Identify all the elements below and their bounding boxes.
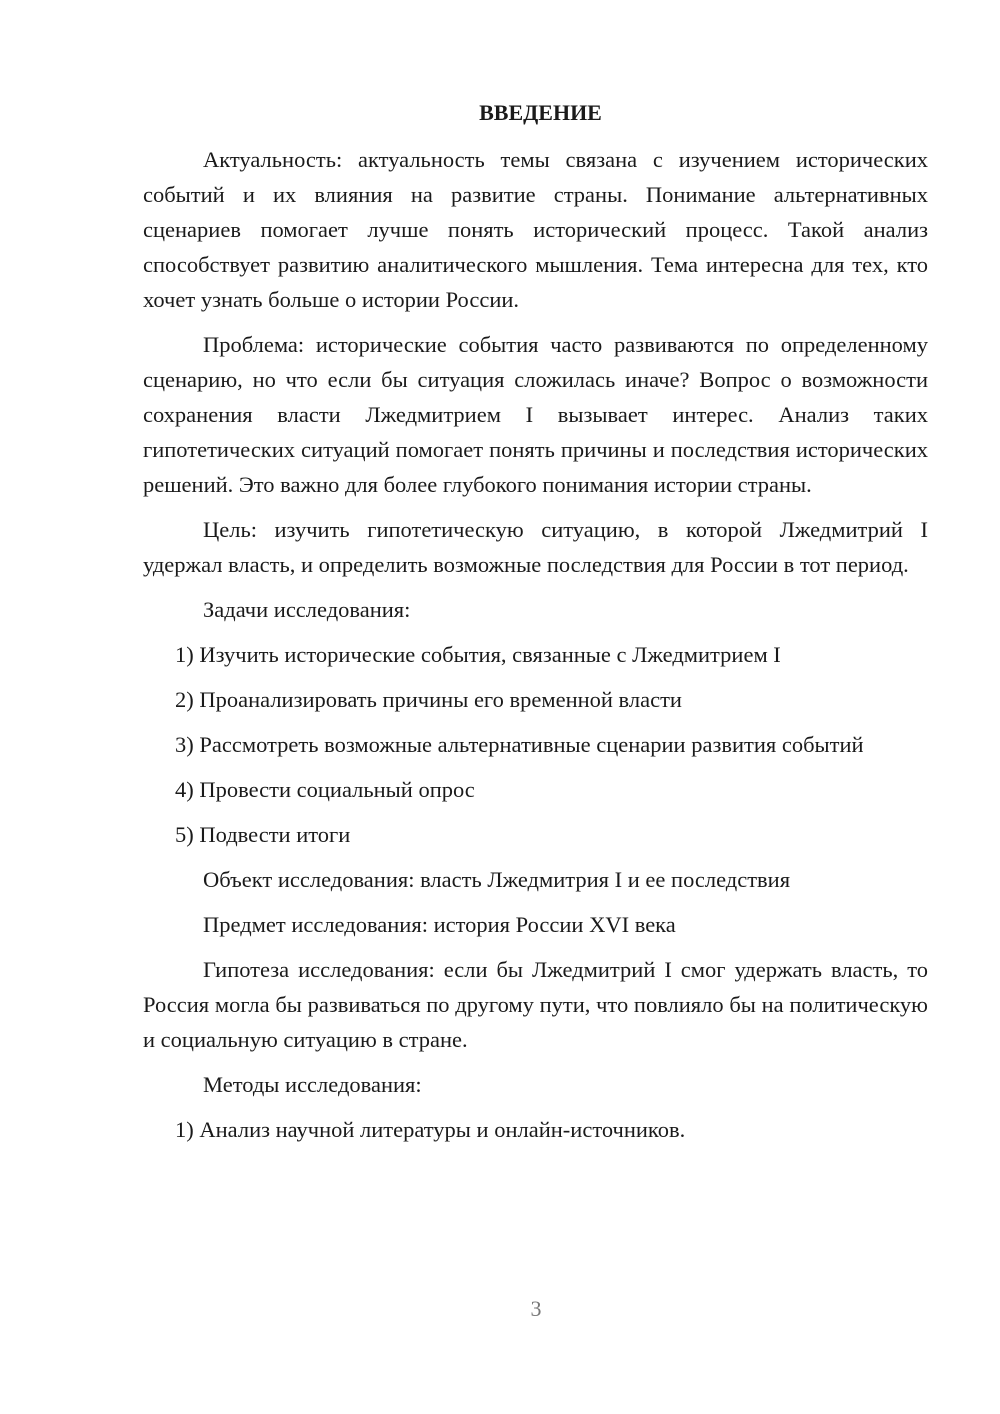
hypothesis-paragraph: Гипотеза исследования: если бы Лжедмитрий I смог удержать власть, то Россия могла бы развиваться по другому пути, что повлияло бы на политическую и социальную ситуацию в стране. xyxy=(143,957,928,1052)
task-item: 1) Изучить исторические события, связанные с Лжедмитрием I xyxy=(175,642,781,667)
page-number: 3 xyxy=(530,1296,542,1321)
tasks-heading: Задачи исследования: xyxy=(203,597,411,622)
methods-heading: Методы исследования: xyxy=(203,1072,422,1097)
task-item: 2) Проанализировать причины его временной власти xyxy=(175,687,682,712)
task-item: 3) Рассмотреть возможные альтернативные сценарии развития событий xyxy=(175,732,864,757)
document-page xyxy=(143,95,928,1157)
method-item: 1) Анализ научной литературы и онлайн-источников. xyxy=(175,1117,686,1142)
relevance-paragraph: Актуальность: актуальность темы связана с изучением исторических событий и их влияния на развитие страны. Понимание альтернативных сценариев помогает лучше понять исторический процесс. Такой анализ способствует развитию аналитического мышления. Тема интересна для тех, кто хочет узнать больше о истории России. xyxy=(143,147,928,312)
research-object: Объект исследования: власть Лжедмитрия I и ее последствия xyxy=(203,867,791,892)
task-item: 5) Подвести итоги xyxy=(175,822,351,847)
problem-paragraph: Проблема: исторические события часто развиваются по определенному сценарию, но что если бы ситуация сложилась иначе? Вопрос о возможности сохранения власти Лжедмитрием I вызывает интерес. Анализ таких гипотетических ситуаций помогает понять причины и последствия исторических решений. Это важно для более глубокого понимания истории страны. xyxy=(143,332,928,497)
research-subject: Предмет исследования: история России XVI века xyxy=(203,912,676,937)
goal-paragraph: Цель: изучить гипотетическую ситуацию, в которой Лжедмитрий I удержал власть, и определить возможные последствия для России в тот период. xyxy=(143,517,928,577)
section-title: ВВЕДЕНИЕ xyxy=(479,100,602,125)
task-item: 4) Провести социальный опрос xyxy=(175,777,475,802)
